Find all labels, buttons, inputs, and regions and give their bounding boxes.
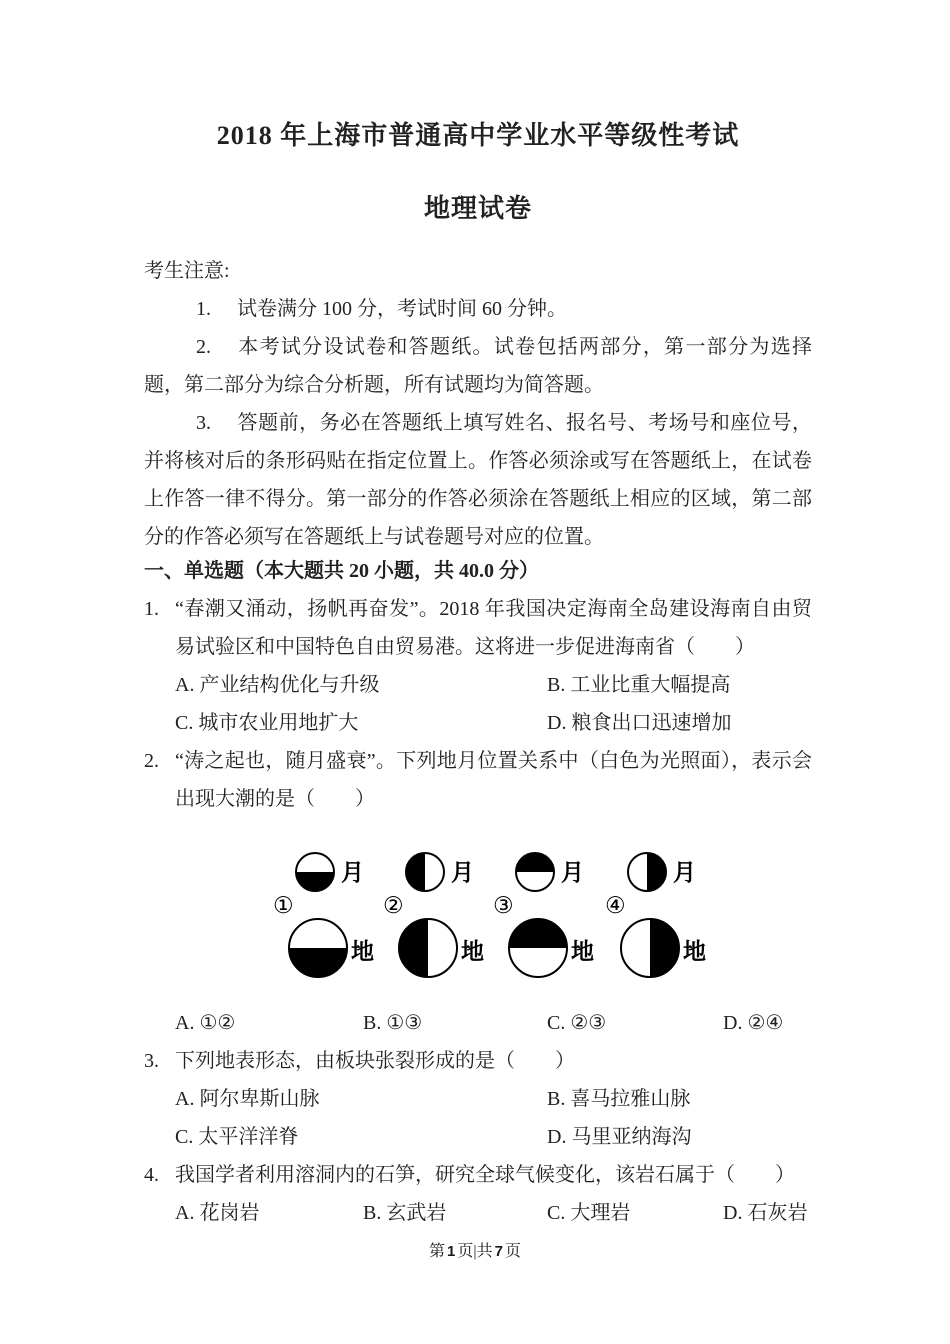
- group-number: ①: [273, 893, 294, 918]
- option-b: B. 玄武岩: [363, 1202, 447, 1224]
- group-number: ②: [383, 893, 404, 918]
- option-a: A. 花岗岩: [175, 1202, 260, 1224]
- footer-label: 第: [429, 1243, 446, 1260]
- question-number: 4.: [144, 1164, 159, 1186]
- question-text: “春潮又涌动，扬帆再奋发”。2018 年我国决定海南全岛建设海南自由贸易试验区和中国特色自由贸易港。这将进一步促进海南省（ ）: [175, 598, 812, 658]
- footer-total-pages: 7: [494, 1243, 503, 1260]
- earth-circle: [620, 918, 680, 978]
- diagram-group-1: [273, 844, 389, 1004]
- earth-label: 地: [461, 939, 484, 964]
- notice-item-text: 试卷满分 100 分，考试时间 60 分钟。: [237, 298, 567, 320]
- notice-item-text: 答题前，务必在答题纸上填写姓名、报名号、考场号和座位号，并将核对后的条形码贴在指定位置上。作答必须涂或写在答题纸上，在试卷上作答一律不得分。第一部分的作答必须涂在答题纸上相应的区域，第二部分的作答必须写在答题纸上与试卷题号对应的位置。: [144, 412, 812, 548]
- question-4: [144, 1156, 812, 1194]
- page-title: 2018 年上海市普通高中学业水平等级性考试: [216, 121, 740, 150]
- moon-circle: [515, 852, 555, 892]
- page-subtitle: 地理试卷: [423, 194, 532, 223]
- question-2: [144, 742, 812, 818]
- option-a: A. 产业结构优化与升级: [175, 674, 380, 696]
- notice-item: [144, 404, 812, 556]
- question-3-options: [144, 1080, 812, 1156]
- question-4-options: [144, 1194, 812, 1232]
- question-number: 2.: [144, 750, 159, 772]
- notice-item: [144, 290, 812, 328]
- option-c: C. 城市农业用地扩大: [175, 712, 359, 734]
- earth-circle: [288, 918, 348, 978]
- footer-label: 页|共: [457, 1243, 493, 1260]
- option-c: C. ②③: [547, 1012, 607, 1034]
- option-b: B. 喜马拉雅山脉: [547, 1088, 691, 1110]
- option-d: D. 粮食出口迅速增加: [547, 712, 732, 734]
- option-c: C. 太平洋洋脊: [175, 1126, 299, 1148]
- notice-item-number: 3.: [196, 412, 211, 434]
- candidate-notice: [144, 252, 812, 556]
- earth-label: 地: [571, 939, 594, 964]
- question-2-options: [144, 1004, 812, 1042]
- option-c: C. 大理岩: [547, 1202, 631, 1224]
- group-number: ③: [493, 893, 514, 918]
- option-a: A. ①②: [175, 1012, 236, 1034]
- option-b: B. ①③: [363, 1012, 423, 1034]
- question-text: 下列地表形态，由板块张裂形成的是（ ）: [175, 1050, 575, 1072]
- moon-label: 月: [451, 860, 474, 885]
- question-1-options: [144, 666, 812, 742]
- notice-item: [144, 328, 812, 404]
- moon-earth-diagram: [273, 844, 728, 1004]
- diagram-group-3: [493, 844, 609, 1004]
- moon-circle: [295, 852, 335, 892]
- notice-heading: 考生注意:: [144, 260, 230, 282]
- footer-page-number: 1: [447, 1243, 456, 1260]
- moon-label: 月: [561, 860, 584, 885]
- question-number: 1.: [144, 598, 159, 620]
- earth-circle: [508, 918, 568, 978]
- question-1: [144, 590, 812, 666]
- question-number: 3.: [144, 1050, 159, 1072]
- notice-item-text: 本考试分设试卷和答题纸。试卷包括两部分，第一部分为选择题，第二部分为综合分析题，所有试题均为简答题。: [144, 336, 812, 396]
- page-footer: [0, 1242, 950, 1262]
- footer-label: 页: [504, 1243, 521, 1260]
- option-b: B. 工业比重大幅提高: [547, 674, 731, 696]
- moon-label: 月: [341, 860, 364, 885]
- moon-circle: [405, 852, 445, 892]
- section-heading: 一、单选题（本大题共 20 小题，共 40.0 分）: [144, 560, 539, 582]
- earth-label: 地: [351, 939, 374, 964]
- group-number: ④: [605, 893, 626, 918]
- diagram-group-4: [605, 844, 721, 1004]
- option-d: D. 石灰岩: [723, 1202, 808, 1224]
- option-d: D. 马里亚纳海沟: [547, 1126, 692, 1148]
- notice-item-number: 2.: [196, 336, 211, 358]
- option-a: A. 阿尔卑斯山脉: [175, 1088, 320, 1110]
- earth-circle: [398, 918, 458, 978]
- notice-item-number: 1.: [196, 298, 211, 320]
- moon-circle: [627, 852, 667, 892]
- moon-label: 月: [673, 860, 696, 885]
- question-text: 我国学者利用溶洞内的石笋，研究全球气候变化，该岩石属于（ ）: [175, 1164, 795, 1186]
- earth-label: 地: [683, 939, 706, 964]
- option-d: D. ②④: [723, 1012, 784, 1034]
- question-3: [144, 1042, 812, 1080]
- diagram-group-2: [383, 844, 499, 1004]
- page-content: [144, 0, 812, 1232]
- question-text: “涛之起也，随月盛衰”。下列地月位置关系中（白色为光照面），表示会出现大潮的是（ ）: [175, 750, 812, 810]
